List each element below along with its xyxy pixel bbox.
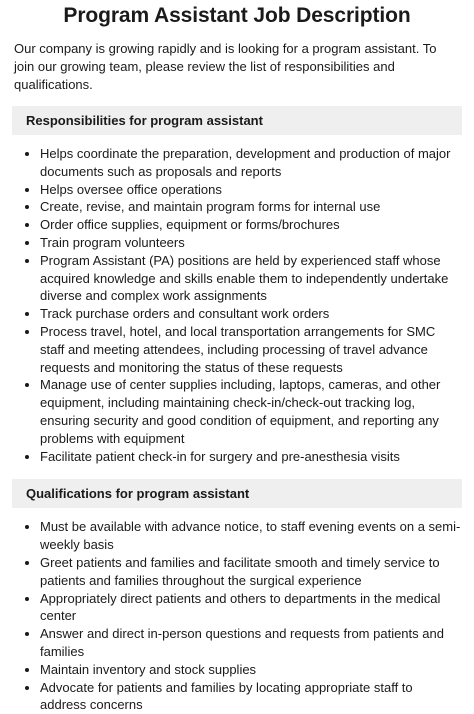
page-title: Program Assistant Job Description (63, 4, 411, 27)
list-item: • Track purchase orders and consultant work orders (40, 305, 462, 323)
list-item: • Appropriately direct patients and others to departments in the medical center (40, 590, 462, 626)
list-item: • Helps coordinate the preparation, development and production of major documents such as proposals and reports (40, 145, 462, 181)
list-item: • Answer and direct in-person questions and requests from patients and families (40, 625, 462, 661)
list-item: • Maintain inventory and stock supplies (40, 661, 462, 679)
list-item: • Manage use of center supplies including, laptops, cameras, and other equipment, including maintaining check-in/check-out tracking log, ensuring security and good condition of equipment, and reporting any problems with equipment (40, 376, 462, 447)
qualifications-heading: Qualifications for program assistant (12, 479, 462, 508)
list-item: • Create, revise, and maintain program forms for internal use (40, 198, 462, 216)
list-item: • Advocate for patients and families by locating appropriate staff to address concerns (40, 679, 462, 714)
responsibilities-heading: Responsibilities for program assistant (12, 106, 462, 135)
intro-paragraph: Our company is growing rapidly and is looking for a program assistant. To join our growing team, please review the list of responsibilities and qualifications. (14, 41, 437, 92)
list-item: • Program Assistant (PA) positions are held by experienced staff whose acquired knowledge and skills enable them to independently undertake diverse and complex work assignments (40, 252, 462, 305)
list-item: • Process travel, hotel, and local transportation arrangements for SMC staff and meeting attendees, including processing of travel advance requests and monitoring the status of these requests (40, 323, 462, 376)
list-item: • Helps oversee office operations (40, 181, 462, 199)
list-item: • Greet patients and families and facilitate smooth and timely service to patients and families throughout the surgical experience (40, 554, 462, 590)
responsibilities-list (12, 145, 462, 465)
list-item: • Order office supplies, equipment or forms/brochures (40, 216, 462, 234)
list-item: • Facilitate patient check-in for surgery and pre-anesthesia visits (40, 448, 462, 466)
list-item: • Train program volunteers (40, 234, 462, 252)
list-item: • Must be available with advance notice, to staff evening events on a semi-weekly basis (40, 518, 462, 554)
qualifications-list (12, 518, 462, 714)
